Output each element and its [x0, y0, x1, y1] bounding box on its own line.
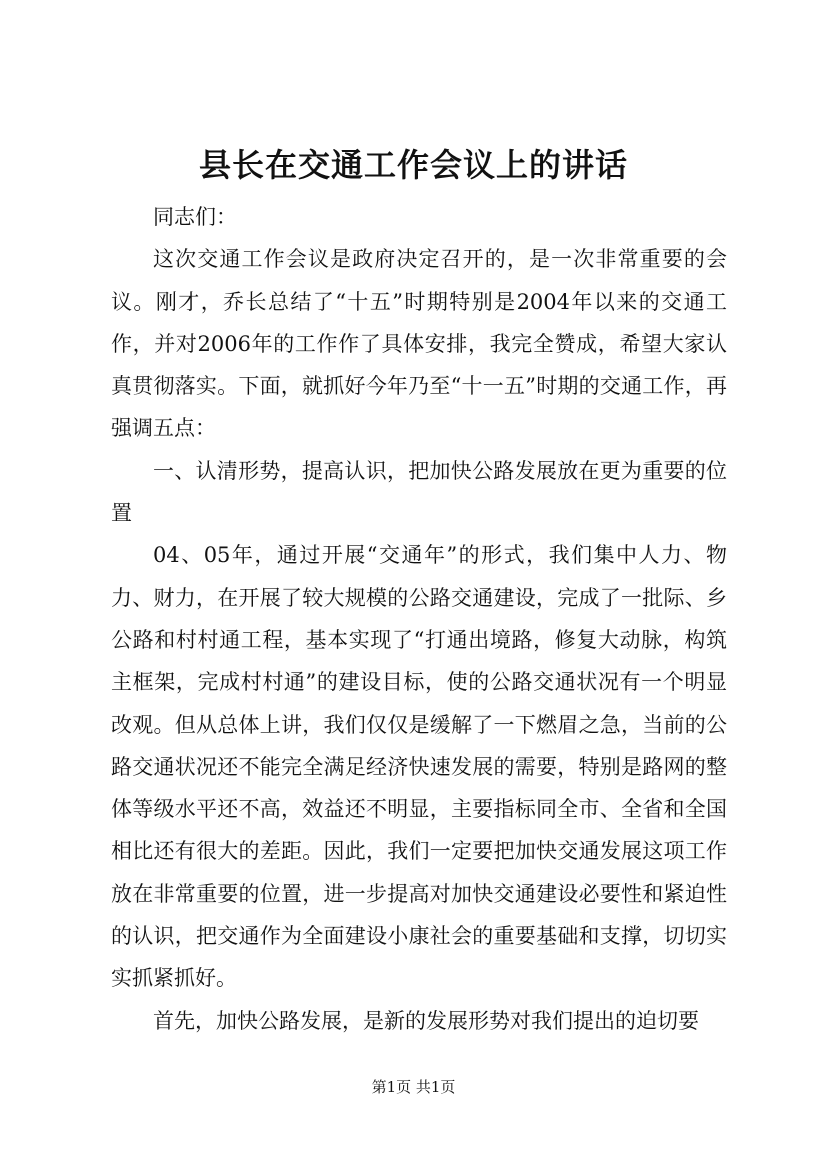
page-footer: 第1页 共1页	[371, 1078, 456, 1096]
document-title: 县长在交通工作会议上的讲话	[198, 146, 628, 184]
body-paragraph: 04、05年，通过开展“交通年”的形式，我们集中人力、物力、财力，在开展了较大规模的公路交通建设，完成了一批际、乡公路和村村通工程，基本实现了“打通出境路，修复大动脉，构筑主框架，完成村村通”的建设目标，使的公路交通状况有一个明显改观。但从总体上讲，我们仅仅是缓解了一下燃眉之急，当前的公路交通状况还不能完全满足经济快速发展的需要，特别是路网的整体等级水平还不高，效益还不明显，主要指标同全市、全省和全国相比还有很大的差距。因此，我们一定要把加快交通发展这项工作放在非常重要的位置，进一步提高对加快交通建设必要性和紧迫性的认识，把交通作为全面建设小康社会的重要基础和支撑，切切实实抓紧抓好。	[111, 543, 727, 991]
section-heading: 一、认清形势，提高认识，把加快公路发展放在更为重要的位置	[111, 458, 727, 526]
document-body	[111, 196, 727, 1042]
salutation-paragraph: 同志们：	[153, 205, 237, 229]
body-paragraph: 首先，加快公路发展，是新的发展形势对我们提出的迫切要	[153, 1008, 699, 1033]
intro-paragraph: 这次交通工作会议是政府决定召开的，是一次非常重要的会议。刚才，乔长总结了“十五”时期特别是2004年以来的交通工作，并对2006年的工作作了具体安排，我完全赞成，希望大家认真贯彻落实。下面，就抓好今年乃至“十一五”时期的交通工作，再强调五点：	[111, 247, 727, 441]
